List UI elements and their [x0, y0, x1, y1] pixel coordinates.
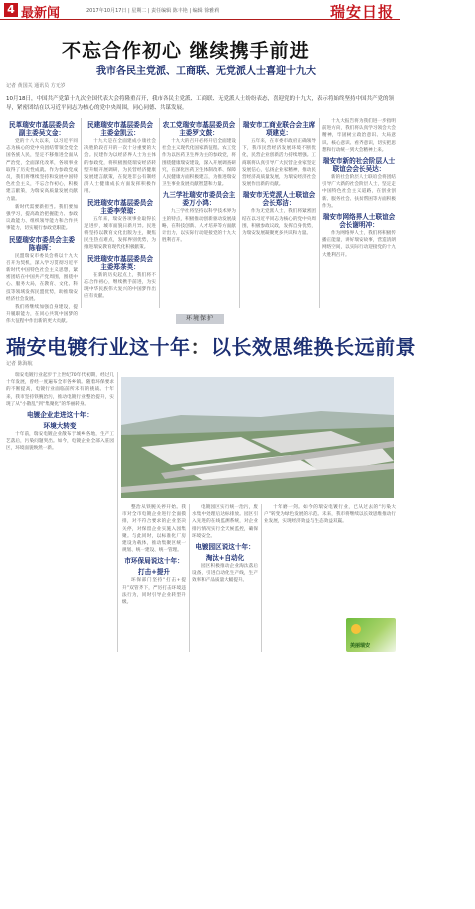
column-heading: 民革瑞安市基层委员会副主委吴文金：	[9, 121, 75, 137]
column-divider	[239, 118, 240, 308]
issue-info: 2017年10月17日 | 星期二 | 责任编辑 陈丰艳 | 编辑 徐雅莉	[86, 8, 220, 14]
column-paragraph: 新时代需要新担当。我们要加强学习，提高政治把握能力、参政议政能力、组织领导能力和合作共事能力，切实履行参政党职能。	[6, 204, 78, 232]
column-paragraph: 十年磨一剑。如今的瑞安电镀行业，已从过去的“污染大户”转变为绿色发展的示范。未来，我市将继续以长效思维推动行业发展，实现经济效益与生态效益双赢。	[264, 505, 396, 525]
column-heading: 电镀园区说这十年：	[195, 543, 255, 552]
column-paragraph: 作为无党派人士，我们将紧密团结在以习近平同志为核心的党中央周围，积极参政议政，发挥自身优势，为瑞安发展凝聚更多共识和力量。	[242, 209, 316, 237]
env-column-2	[122, 504, 186, 652]
column-divider	[159, 118, 160, 308]
column-heading: 市环保局说这十年：	[124, 557, 184, 566]
env-column-3	[192, 504, 258, 652]
column-heading: 瑞安市工商业联合会主席项建克：	[242, 121, 316, 137]
column-paragraph: 十九大的召开必将开启全面建设社会主义现代化国家新征程。农工党作为以医药卫生界为主的参政党，将围绕健康瑞安建设，深入开展调查研究，在深化医药卫生体制改革、保障人民健康方面积极建言，为推进瑞安卫生事业发展贡献智慧和力量。	[162, 139, 236, 188]
column-paragraph: 整治从铁腕关停开始。我市对全市电镀企业进行全面摸排，对不符合要求的企业坚决关停，对保留企业实施入园集聚。与此同时，以标准化厂房建设为载体，推动集聚区统一规划、统一建设、统一管理。	[122, 505, 186, 554]
column-paragraph: 园区积极推动企业淘汰落后设备，引进自动化生产线，生产效率和产品质量大幅提升。	[192, 564, 258, 584]
column-divider	[261, 504, 262, 652]
section-tag: 环境保护	[176, 314, 224, 324]
masthead	[0, 0, 400, 20]
column-paragraph: 十九大是在全面建成小康社会决胜阶段召开的一次十分重要的大会。民建作为以经济界人士为主体的参政党，将积极围绕瑞安经济转型升级开展调研，为民营经济健康发展建言献策，在促进非公有制经济人士健康成长方面发挥积极作用。	[84, 139, 156, 195]
headline-main: 瑞安电镀行业这十年	[6, 335, 191, 359]
article-column-3	[162, 118, 236, 308]
column-heading: 环境大转变	[43, 422, 77, 431]
headline-sub: 以长效思维换长远前景	[211, 335, 416, 359]
column-divider	[319, 118, 320, 308]
article-column-2	[84, 118, 156, 308]
logo-label: 美丽瑞安	[350, 643, 371, 649]
column-heading: 电镀企业走进这十年：	[27, 411, 93, 420]
column-heading: 打击+提升	[138, 568, 170, 577]
column-paragraph: 十九大报告将为我们进一步指明前进方向，我们将认真学习领会大会精神，牢固树立政治意识、大局意识、核心意识、看齐意识，切实把思想和行动统一到大会精神上来。	[322, 119, 396, 153]
column-paragraph: 九三学社将坚持以科学技术界为主的特点，积极推动创新驱动发展战略，在科技创新、人才培养等方面献计出力，以实际行动迎接党的十九大胜利召开。	[162, 209, 236, 244]
column-heading: 瑞安市无党派人士联谊会会长郑洁：	[242, 191, 316, 208]
lead-headline: 不忘合作初心 继续携手前进	[62, 40, 310, 62]
column-divider	[117, 372, 118, 652]
column-heading: 民建瑞安市基层委员会主委金凯云：	[87, 121, 153, 137]
environment-byline: 记者 陈海航	[6, 361, 33, 367]
lead-byline: 记者 黄国关 通讯员 方无岁	[6, 83, 66, 89]
column-heading: 民盟瑞安市委员会主委陈春晖：	[9, 235, 75, 252]
headline-separator: ：	[190, 335, 211, 359]
column-paragraph: 电镀园区实行统一治污，废水集中处理后达标排放。园区引入先进的在线监测系统，对企业排污情况实行全天候监控，确保环境安全。	[192, 505, 258, 539]
column-heading: 淘汰+自动化	[205, 554, 245, 563]
lead-subheadline: 我市各民主党派、工商联、无党派人士喜迎十九大	[96, 66, 316, 77]
column-paragraph: 作为网络界人士，我们将积极传播正能量，讲好瑞安故事，营造清朗网络空间，以实际行动迎接党的十九大胜利召开。	[322, 231, 396, 258]
newspaper-logo: 瑞安日报	[329, 3, 394, 21]
aerial-view-illustration	[121, 377, 394, 498]
column-paragraph: 五年来，瑞安各项事业取得长足进步，城市面貌日新月异。民进将坚持以教育文化出版为主，聚焦民生热点难点，发挥界别优势，为推进瑞安教育现代化积极献策。	[84, 216, 156, 251]
page-number: 4	[4, 3, 18, 17]
column-paragraph: 党的十八大以来，以习近平同志为核心的党中央团结带领全党全国各族人民，坚定不移推进全面从严治党，全面深化改革，各项事业取得了历史性成就。作为参政党成员，我们将继续坚持和发展中国特色社会主义，不忘合作初心，积极建言献策，为瑞安高质量发展贡献力量。	[6, 139, 78, 202]
column-divider	[81, 118, 82, 308]
photo-caption: 电镀园区效果图	[471, 867, 475, 908]
column-heading: 瑞安市新的社会阶层人士联谊会会长吴达：	[322, 157, 396, 174]
beautiful-ruian-logo	[346, 618, 396, 652]
column-paragraph: 五年来，在市委市政府正确领导下，我市民营经济发展环境不断优化，民营企业创新活力持续增强。工商联将认真引导广大民营企业家坚定发展信心，弘扬企业家精神，推动民营经济高质量发展，为瑞安经济社会发展作出新的贡献。	[242, 139, 316, 188]
column-paragraph: 新的社会阶层人士联谊会将团结引导广大新的社会阶层人士，坚定走中国特色社会主义道路，在创业创新、服务社会、扶贫帮困等方面积极作为。	[322, 175, 396, 209]
column-paragraph: 在新的历史起点上，我们将不忘合作初心，继续携手前进，为实现中华民族伟大复兴的中国梦作出应有贡献。	[84, 272, 156, 300]
lead-intro: 10月18日，中国共产党第十九次全国代表大会将隆重召开，我市各民主党派、工商联、无党派人士纷纷表态，喜迎党的十九大，表示将始终坚持中国共产党的领导，紧密团结在以习近平同志为核心的党中央周围，同心同德、共谋发展。	[6, 96, 395, 111]
article-column-4	[242, 118, 316, 308]
column-paragraph: 环保部门坚持“打击+提升”双管齐下，严厉打击环境违法行为，同时引导企业转型升级。	[122, 578, 186, 606]
sun-icon	[351, 624, 361, 634]
column-heading: 民进瑞安市基层委员会主委李荣琼：	[87, 198, 153, 215]
article-column-5	[322, 118, 396, 308]
column-paragraph: 我们将继续加强自身建设，提升履职能力，在同心共筑中国梦的伟大征程中作出新的更大贡献。	[6, 305, 78, 325]
env-column-4	[264, 504, 396, 614]
section-title: 最新闻	[21, 6, 61, 21]
env-column-1	[6, 372, 114, 652]
column-paragraph: 瑞安电镀行业起步于上世纪70年代初期，经过几十年发展，曾经一度遍布全市各乡镇。随着环保要求的不断提高，电镀行业面临前所未有的挑战。十年来，我市坚持铁腕治污，推动电镀行业整治提升，实现了从“小散乱”到“集聚化”的华丽转身。	[6, 373, 114, 407]
column-paragraph: 十年前，瑞安电镀企业散布于城乡各地，生产工艺落后，污染问题突出。如今，电镀企业全部入驻园区，环境面貌焕然一新。	[6, 432, 114, 452]
column-heading: 农工党瑞安市基层委员会主委罗文鼓：	[162, 121, 236, 137]
column-heading: 九三学社瑞安市委员会主委万小鸿：	[162, 191, 236, 208]
column-heading: 民进瑞安市基层委员会主委郑茶英：	[87, 254, 153, 271]
environment-headline	[6, 331, 416, 360]
column-paragraph: 民盟瑞安市委员会将以十九大召开为契机，深入学习贯彻习近平新时代中国特色社会主义思想，紧密团结在中国共产党周围，围绕中心、服务大局，在教育、文化、科技等领域发挥民盟优势，助推瑞安经济社会发展。	[6, 253, 78, 302]
column-heading: 瑞安市网络界人士联谊会会长谢明冲：	[322, 213, 396, 230]
article-column-1	[6, 118, 78, 325]
column-divider	[189, 504, 190, 652]
